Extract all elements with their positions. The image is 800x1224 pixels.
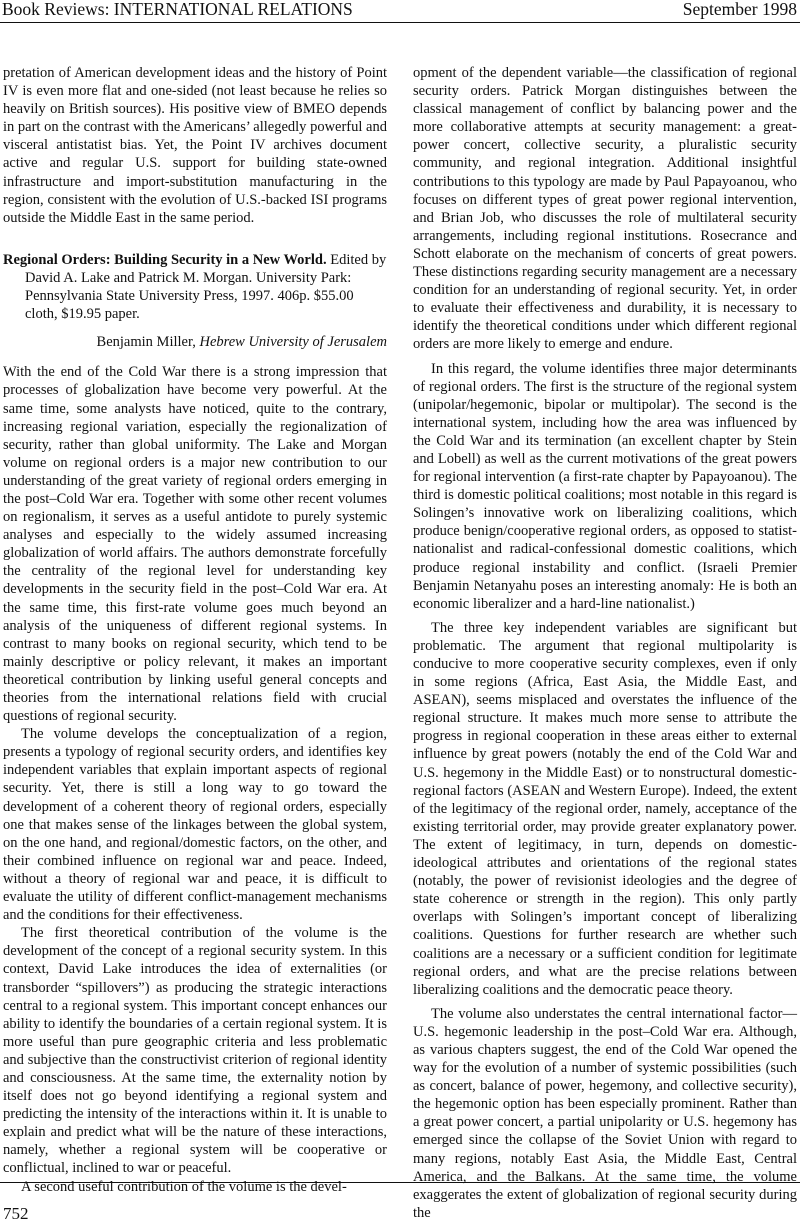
running-head-section: Book Reviews: INTERNATIONAL RELATIONS <box>2 0 353 19</box>
carryover-paragraph: pretation of American development ideas and the history of Point IV is even more flat and one-sided (not least because he relies so heavily on British sources). His positive view of BMEO depends in part on the contrast with the Americans’ allegedly powerful and visceral antistatist bias. Yet, the Point IV archives document active and regular U.S. support for building state-owned infrastructure and import-substitution manufacturing in the region, consistent with the evolution of U.S.-backed ISI programs outside the Middle East in the same period. <box>3 65 387 226</box>
running-head-date: September 1998 <box>682 0 797 19</box>
review-paragraph: A second useful contribution of the volume is the devel- <box>21 1178 347 1195</box>
reviewer-affiliation: Hebrew University of Jerusalem <box>199 334 387 351</box>
review-paragraph: The first theoretical contribution of the volume is the development of the concept of a regional security system. In this context, David Lake introduces the idea of externalities (or transborder “spillovers”) as producing the strategic interactions central to a regional system. This important concept enhances our ability to identify the boundaries of a certain regional system. It is more useful than pure geographic criteria and less problematic and subjective than the constructivist criterion of regional identity and consciousness. At the same time, the externality notion by itself does not go beyond identifying a regional system and predicting the intensity of the interactions within it. It is unable to explain and predict what will be the nature of these interactions, namely, whether a regional system will be cooperative or conflictual, inclined to war or peaceful. <box>3 925 387 1177</box>
book-details: Edited by David A. Lake and Patrick M. Morgan. University Park: Pennsylvania State University Press, 1997. 406p. $55.00 cloth, $19.95 paper. <box>25 251 387 323</box>
right-column <box>413 64 797 1222</box>
running-head <box>0 0 800 22</box>
review-paragraph: In this regard, the volume identifies three major determinants of regional orders. The first is the structure of the regional system (unipolar/hegemonic, bipolar or multipolar). The second is the international system, including how the area was influenced by the Cold War and its termination (an excellent chapter by Stein and Lobell) as well as the current motivations of the great powers for regional intervention (a first-rate chapter by Papayoanou). The third is domestic political coalitions; most notable in this regard is Solingen’s innovative work on liberalizing coalitions, which produce benign/cooperative regional orders, as opposed to statist-nationalist and radical-confessional domestic coalitions, which produce regional instability and conflict. (Israeli Premier Benjamin Netanyahu poses an interesting anomaly: He is both an economic liberalizer and a hard-line nationalist.) <box>413 360 797 612</box>
review-paragraph: opment of the dependent variable—the classification of regional security orders. Patrick Morgan distinguishes between the classical management of conflict by balancing power and the more collaborative attempts at security management: a great-power concert, collective security, a pluralistic security community, and regional integration. Additional insightful contributions to this typology are made by Paul Papayoanou, who focuses on different types of great power regional intervention, and Brian Job, who discusses the role of multilateral security arrangements, including regional institutions. Rosecrance and Schott elaborate on the mechanism of concerts of great powers. These distinctions regarding security management are a necessary condition for an understanding of regional security. Yet, in order to evaluate their effectiveness and durability, it is necessary to identify the theoretical conditions under which different regional orders are more likely to emerge and endure. <box>413 65 797 353</box>
review-paragraph: The three key independent variables are significant but problematic. The argument that regional multipolarity is conducive to more cooperative security complexes, even if only in some regions (Africa, East Asia, the Middle East, and ASEAN), seems misplaced and overstates the influence of the regional structure. It makes much more sense to attribute the progress in regional cooperation in these areas either to external influence by great powers (notably the end of the Cold War and U.S. hegemony in the Middle East) or to nonstructural domestic-regional factors (ASEAN and Western Europe). Indeed, the extent of the legitimacy of the regional order, namely, acceptance of the existing territorial order, may provide greater explanatory power. The extent of legitimacy, in turn, depends on domestic-ideological attributes and orientations of the regional states (notably, the power of revisionist ideologies and the degree of state coherence or strength in the region). This only partly overlaps with Solingen’s important concept of liberalizing coalitions. Questions for further research are whether such coalitions are a necessary or a sufficient condition for legitimate regional orders, and what are the precise relations between liberalizing coalitions and the democratic peace theory. <box>413 619 797 998</box>
review-paragraph: The volume develops the conceptualization of a region, presents a typology of regional security orders, and identifies key independent variables that explain important aspects of regional security. Yet, there is still a long way to go toward the development of a coherent theory of regional orders, especially one that makes sense of the linkages between the global system, on the one hand, and regional/domestic factors, on the other, and their combined influence on regional war and peace. Indeed, without a theory of regional war and peace, it is difficult to evaluate the utility of different conflict-management mechanisms and the conditions for their effectiveness. <box>3 726 387 924</box>
book-title: Regional Orders: Building Security in a New World. <box>3 251 327 268</box>
header-rule <box>0 22 800 23</box>
reviewer-name: Benjamin Miller, <box>96 334 200 351</box>
page-number: 752 <box>3 1204 29 1223</box>
review-paragraph: With the end of the Cold War there is a strong impression that processes of globalization have become very powerful. At the same time, some analysts have noticed, quite to the contrary, increasing regional variation, especially the regionalization of security, rather than global uniformity. The Lake and Morgan volume on regional orders is a major new contribution to our understanding of the great variety of regional orders emerging in the post–Cold War era. Together with some other recent volumes on regionalism, it serves as a useful antidote to purely systemic analyses and especially to the widely assumed increasing globalization of world affairs. The authors demonstrate forcefully the centrality of the regional level for understanding key developments in the security field in the post–Cold War era. At the same time, this first-rate volume goes much beyond an analysis of the uniqueness of different regional systems. In contrast to many books on regional security, which tend to be mainly descriptive or policy relevant, it makes an important theoretical contribution by linking useful general concepts and theories from the international relations field with crucial questions of regional security. <box>3 364 387 725</box>
left-column <box>3 64 387 1196</box>
footer-rule <box>0 1182 800 1183</box>
reviewer-line <box>3 333 387 351</box>
review-citation <box>3 251 387 323</box>
review-paragraph: The volume also understates the central international factor—U.S. hegemonic leadership in the post–Cold War era. Although, as various chapters suggest, the end of the Cold War opened the way for the evolution of a number of systemic possibilities (such as concert, balance of power, hegemony, and collective security), the hegemonic option has been especially prominent. Rather than a great power concert, a partial unipolarity or U.S. hegemony has emerged since the collapse of the Soviet Union with regard to many regions, notably East Asia, the Middle East, Central America, and the Balkans. At the same time, the volume exaggerates the extent of globalization of regional security during the <box>413 1005 797 1221</box>
